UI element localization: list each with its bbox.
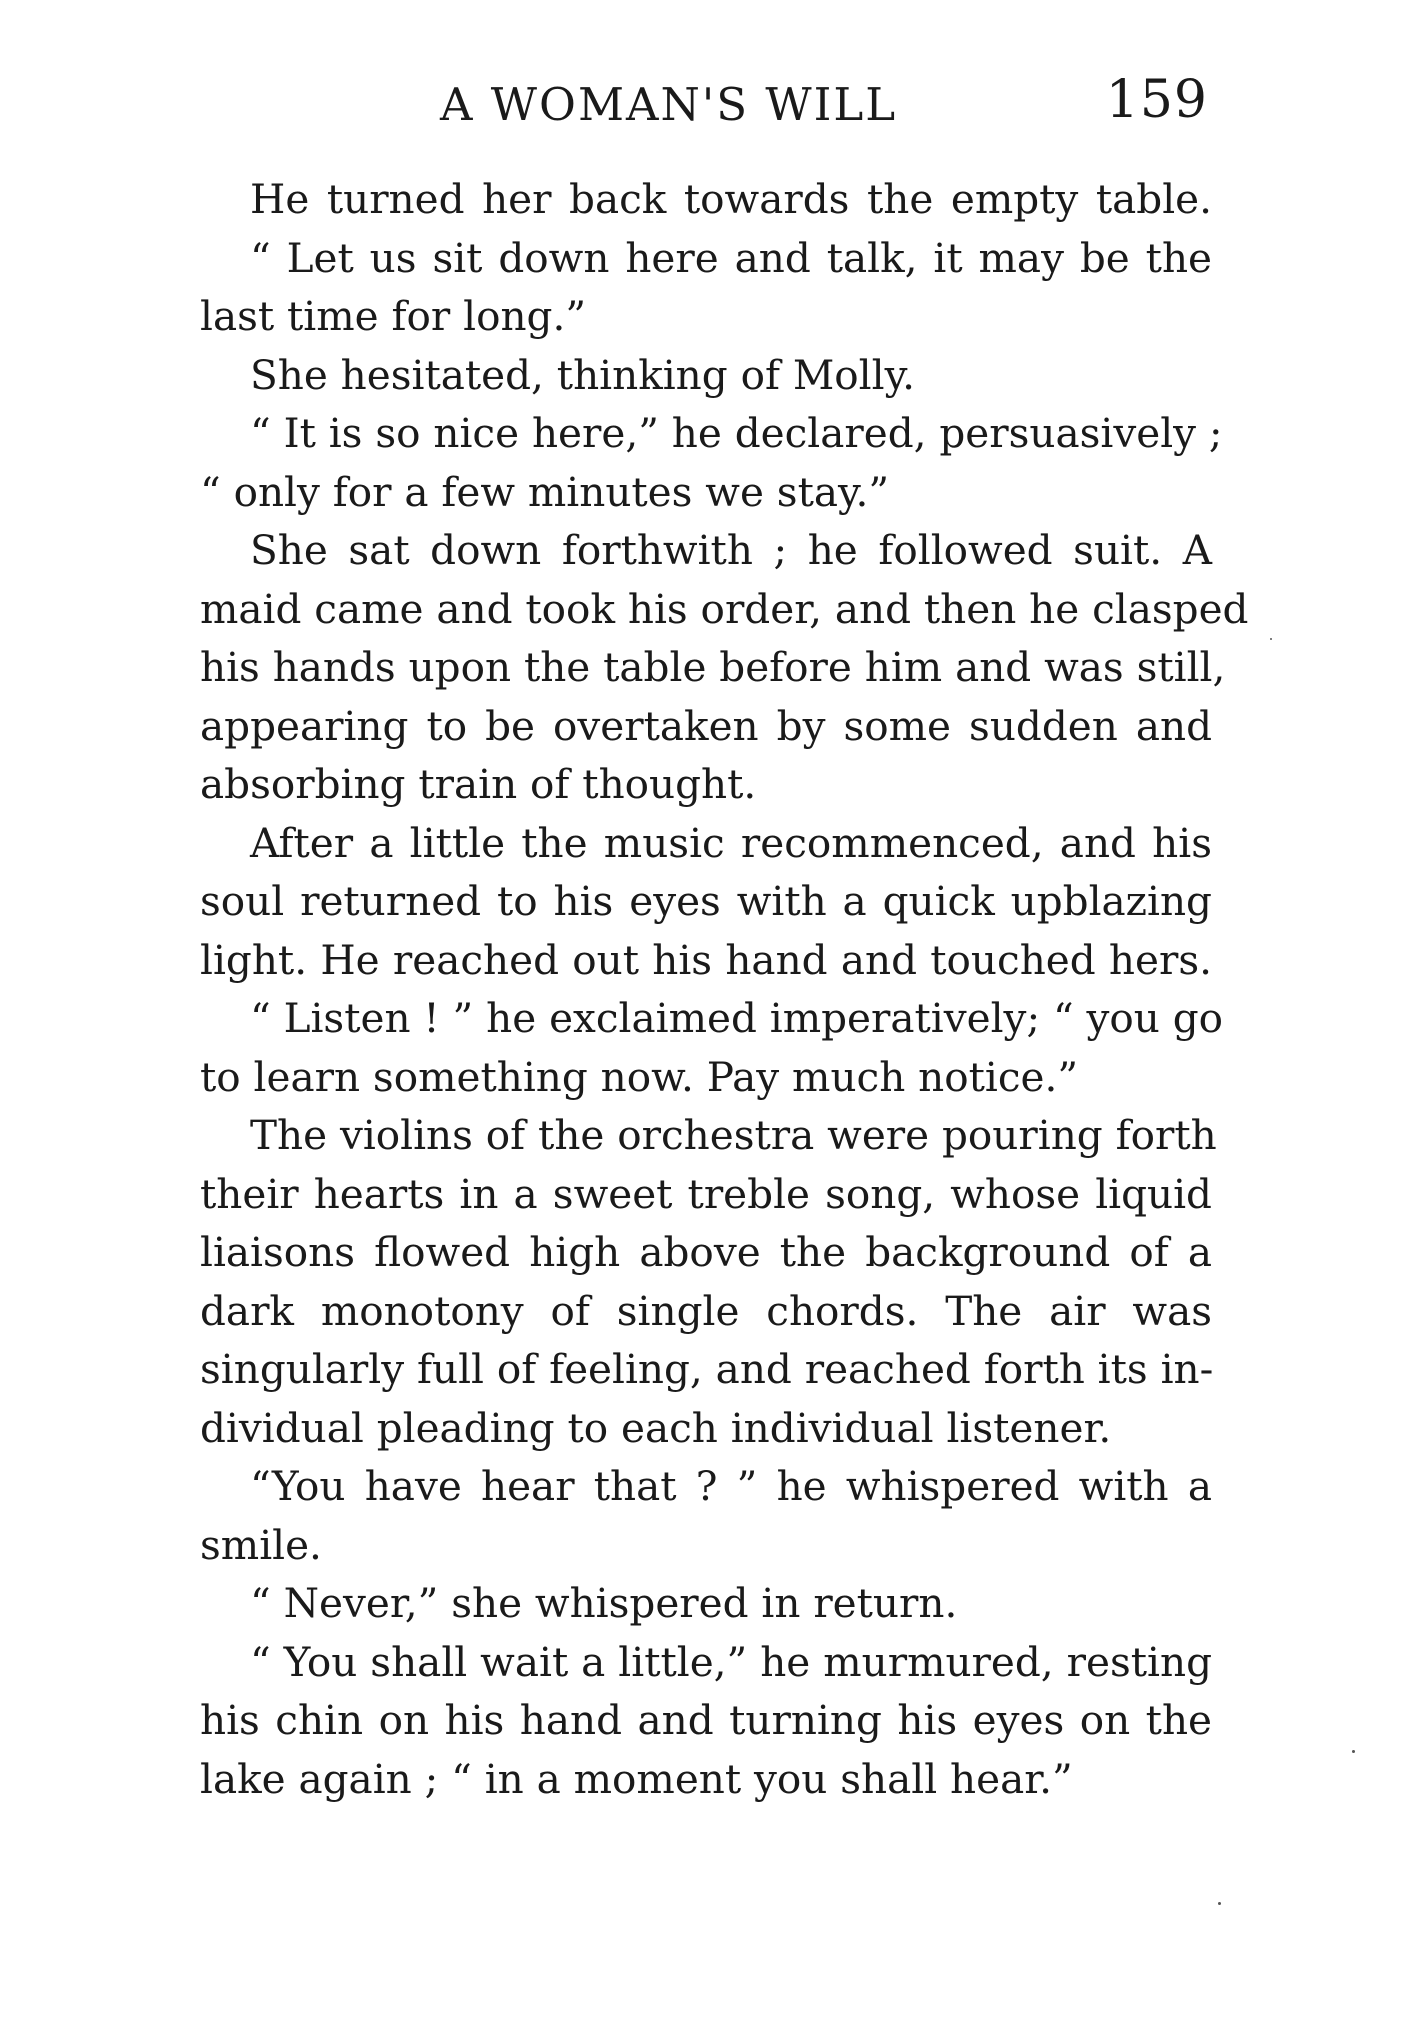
text-line: light. He reached out his hand and touched hers. [200, 935, 1212, 984]
text-line: his chin on his hand and turning his eyes on the [200, 1696, 1212, 1744]
body-text [200, 170, 1249, 1808]
paper-speck [1218, 1902, 1221, 1905]
text-line: dark monotony of single chords. The air was [200, 1286, 1212, 1335]
text-line: liaisons flowed high above the background of a [200, 1228, 1212, 1276]
text-line: soul returned to his eyes with a quick upblazing [200, 877, 1212, 925]
page-header [440, 70, 1220, 140]
text-line: smile. [200, 1520, 322, 1569]
text-line: “ Let us sit down here and talk, it may be the [250, 233, 1212, 282]
text-line: “ You shall wait a little,” he murmured, resting [250, 1637, 1212, 1686]
running-head: A WOMAN'S WILL [440, 78, 898, 131]
text-line: “ only for a few minutes we stay.” [200, 467, 890, 516]
text-line: After a little the music recommenced, and his [250, 818, 1212, 867]
paper-speck [1270, 638, 1272, 640]
text-line: maid came and took his order, and then he clasped [200, 584, 1249, 633]
text-line: She hesitated, thinking of Molly. [250, 350, 915, 399]
text-line: absorbing train of thought. [200, 760, 757, 808]
text-line: lake again ; “ in a moment you shall hear.” [200, 1754, 1073, 1803]
text-line: dividual pleading to each individual listener. [200, 1403, 1112, 1452]
text-line: “ It is so nice here,” he declared, persuasively ; [250, 409, 1223, 457]
text-line: his hands upon the table before him and was still, [200, 643, 1226, 691]
text-line: “ Never,” she whispered in return. [250, 1579, 958, 1627]
text-line: singularly full of feeling, and reached forth its in- [200, 1345, 1214, 1393]
page-number: 159 [1105, 70, 1208, 130]
text-line: “You have hear that ? ” he whispered with a [250, 1462, 1212, 1510]
text-line: their hearts in a sweet treble song, whose liquid [200, 1169, 1212, 1218]
text-line: “ Listen ! ” he exclaimed imperatively; “ you go [250, 994, 1224, 1042]
text-line: She sat down forthwith ; he followed suit. A [250, 526, 1212, 574]
text-line: to learn something now. Pay much notice.” [200, 1052, 1079, 1101]
paper-speck [1352, 1750, 1355, 1753]
text-line: last time for long.” [200, 292, 587, 340]
text-line: appearing to be overtaken by some sudden and [200, 701, 1212, 750]
text-line: The violins of the orchestra were pouring forth [250, 1111, 1217, 1159]
text-line: He turned her back towards the empty table. [250, 175, 1212, 223]
